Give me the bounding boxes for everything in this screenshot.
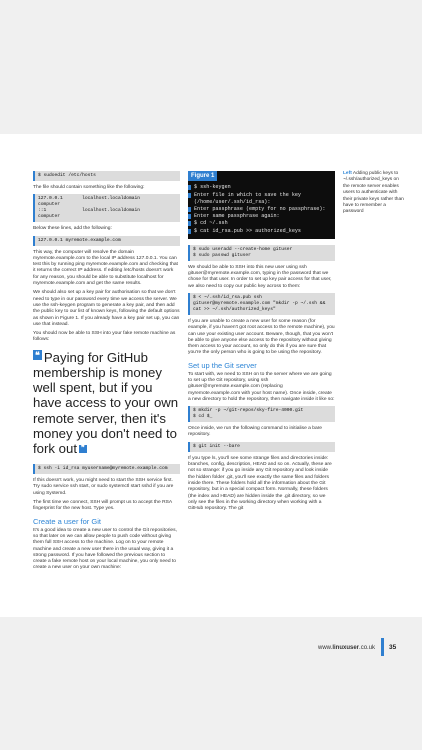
section-heading-git-server: Set up the Git server — [188, 360, 257, 370]
figure-line: $ cd ~/.ssh — [188, 220, 335, 227]
figure-line: Enter file in which to save the key (/home/user/.ssh/id_rsa): — [188, 192, 335, 206]
footer-url-brand: linuxuser — [332, 645, 360, 651]
paragraph: If you are unable to create a new user for some reason (for example, if you haven't got root access to the remote machine), you can use your existing user account. Beware, though, that you won't be able to give anyone else access to the repository without giving them access to your account, so only do this if you are sure that you're the only person who is going to be using the repository. — [188, 318, 335, 356]
paragraph: Below these lines, add the following: — [33, 226, 112, 232]
quote-open-icon: ❝ — [35, 349, 40, 360]
paragraph: Once inside, we run the following command to initialise a bare repository. — [188, 426, 323, 438]
quote-close-icon: ❞ — [80, 445, 85, 453]
paragraph: The first time we connect, SSH will prompt us to accept the RSA fingerprint for the new host. Type yes. — [33, 500, 172, 512]
pull-quote-text: Paying for GitHub membership is money well spent, but if you have access to your own remote server, then it's money you don't need to fork out — [33, 349, 179, 456]
code-block-copy-key: $ < ~/.ssh/id_rsa.pub ssh gituser@myremote.example.com "mkdir -p ~/.ssh && cat >> ~/.ssh/authorized_keys" — [188, 293, 335, 315]
paragraph: We should also set up a key pair for authorisation so that we don't need to type in our password every time we access the server. We use the ssh-keygen program to generate a key pair, and then add the public key to our list of known keys, following the default options as shown in Figure 1. If you already have a key pair set up, you can use that instead. — [33, 290, 180, 327]
footer-url-suffix: .co.uk — [359, 645, 376, 651]
code-block-hosts: 127.0.0.1 localhost.localdomain computer ::1 localhost.localdomain computer — [33, 194, 180, 222]
paragraph: We should be able to SSH into this new user using ssh gituser@myremote.example.com, typing in the password that we chose for that user. In order to set up key pair access for that user, we also need to copy our public key across to them: — [188, 264, 332, 289]
page-number: 35 — [389, 644, 397, 651]
column-middle — [188, 171, 335, 515]
section-heading-create-user: Create a user for Git — [33, 516, 101, 526]
caption-text: Adding public keys to ~/.ssh/authorized_keys on the remote server enables users to authenticate with their private keys rather than have to remember a password — [343, 171, 404, 215]
figure-line: Enter same passphrase again: — [188, 213, 335, 220]
footer-url-prefix: www. — [318, 645, 333, 651]
paragraph: If you type ls, you'll see some strange files and directories inside: branches, config, description, HEAD and so on. Actually, these are not so strange: if you go inside any Git repository and look inside the hidden folder .git, you'll see exactly the same files and folders inside there. These folders hold all the information about the Git repository, but in a special compact form. Normally, these folders (the index and HEAD) are hidden inside the .git directory, so we only see the files in the working directory when working with a GitHub repository. The git — [188, 455, 332, 512]
code-block-ssh: $ ssh -i id_rsa myusername@myremote.example.com — [33, 464, 180, 474]
paragraph: You should now be able to SSH into your fake remote machine as follows: — [33, 331, 176, 343]
paragraph: If this doesn't work, you might need to start the SSH service first. Try sudo service ssh start, or sudo systemctl start sshd if you are using Systemd. — [33, 478, 174, 496]
figure-line: $ ssh-keygen — [188, 184, 335, 191]
code-block-hosts-entry: 127.0.0.1 myremote.example.com — [33, 236, 180, 246]
code-block-mkdir: $ mkdir -p ~/git-repos/sky-fire-4000.git $ cd $_ — [188, 406, 335, 422]
paragraph: This way, the computer will resolve the domain myremote.example.com to the local IP address 127.0.0.1. You can test this by running ping myremote.example.com and checking that it returns the correct IP address. If editing /etc/hosts doesn't work for any reason, you should be able to substitute localhost for myremote.example.com and get the same results. — [33, 249, 178, 287]
code-block-git-init: $ git init --bare — [188, 442, 335, 452]
paragraph: The file should contain something like the following: — [33, 185, 145, 190]
page-number-bar — [381, 638, 384, 656]
figure-line: $ cat id_rsa.pub >> authorized_keys — [188, 228, 335, 235]
caption-label: Left — [343, 171, 352, 176]
figure-line: Enter passphrase (empty for no passphrase): — [188, 206, 335, 213]
code-block-sudoedit: $ sudoedit /etc/hosts — [33, 171, 180, 181]
magazine-page — [0, 134, 422, 651]
footer-website — [318, 645, 375, 651]
paragraph: To start with, we need to SSH on to the server where we are going to set up the Git repository, using ssh gituser@myremote.example.com (replacing myremote.example.com with your host name). Once inside, create a new directory to hold the repository, then navigate inside it like so: — [188, 371, 335, 402]
figure-caption — [343, 171, 405, 216]
paragraph: It's a good idea to create a new user to control the Git repositories, so that later on we can allow people to push code without giving them full SSH access to the machine. Log on to your remote machine and create a new user there in the usual way, giving it a strong password. If you have followed the previous section to create a fake remote host on your local machine, you only need to create a new user on your own machine: — [33, 527, 177, 571]
figure-title: Figure 1 — [188, 171, 217, 181]
pull-quote — [33, 350, 180, 456]
figure-1 — [188, 171, 335, 239]
column-left — [33, 171, 180, 575]
code-block-useradd: $ sudo useradd --create-home gituser $ sudo passwd gituser — [188, 245, 335, 261]
